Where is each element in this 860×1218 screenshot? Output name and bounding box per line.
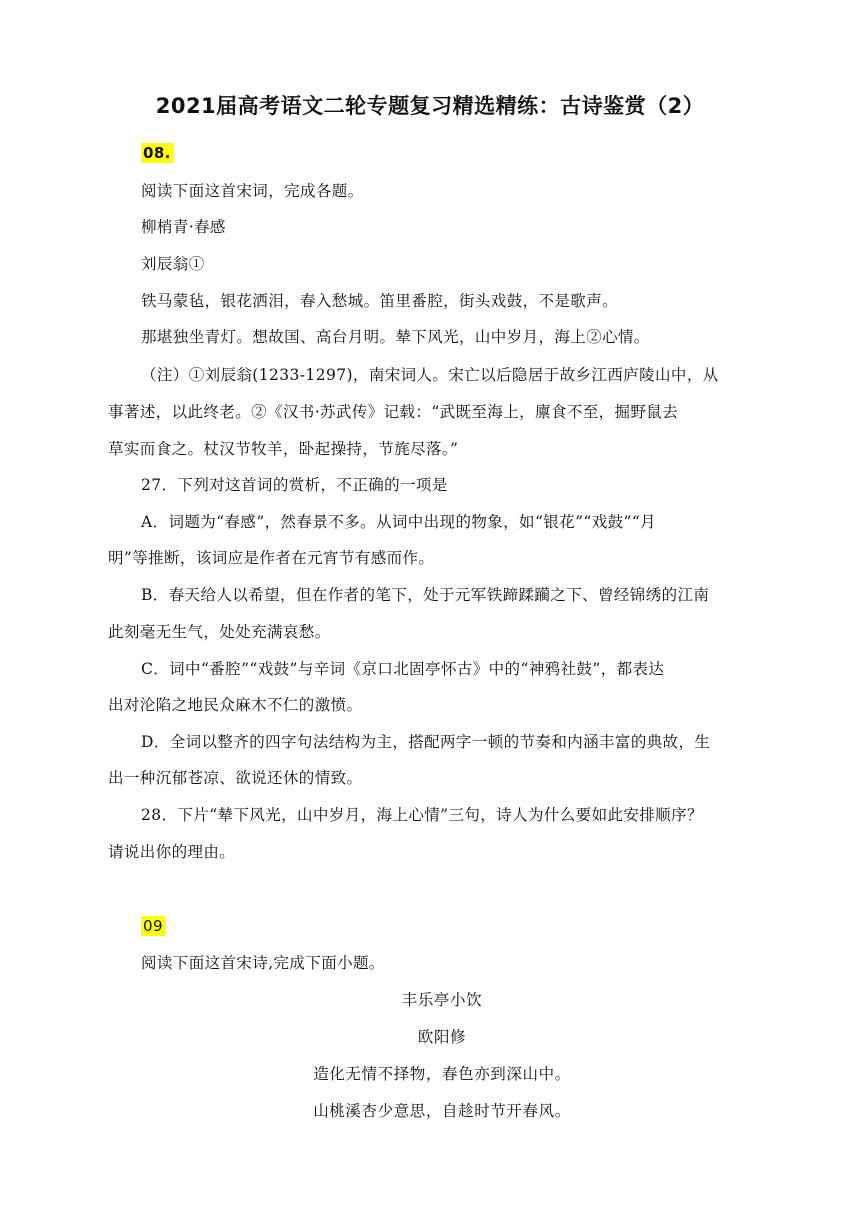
highlighted-number: 08. <box>143 144 171 162</box>
option-c-line-1: C．词中“番腔”“戏鼓”与辛词《京口北固亭怀古》中的“神鸦社鼓”，都表达 <box>141 660 665 678</box>
option-b-line-1: B．春天给人以希望，但在作者的笔下，处于元军铁蹄蹂躏之下、曾经锦绣的江南 <box>141 586 710 604</box>
poem-verse-1: 铁马蒙毡，银花洒泪，春入愁城。笛里番腔，街头戏鼓，不是歌声。 <box>141 292 619 310</box>
poem-line-2: 山桃溪杏少意思，自趁时节开春风。 <box>313 1102 571 1120</box>
poem-verse-2: 那堪独坐青灯。想故国、高台月明。辇下风光，山中岁月，海上②心情。 <box>141 328 650 346</box>
poem-title: 柳梢青·春感 <box>141 218 226 236</box>
poem-author: 刘辰翁① <box>141 255 205 273</box>
document-title: 2021届高考语文二轮专题复习精选精练：古诗鉴赏（2） <box>155 94 705 118</box>
option-d-line-2: 出一种沉郁苍凉、欲说还休的情致。 <box>108 769 363 787</box>
question-28-line-1: 28．下片“辇下风光，山中岁月，海上心情”三句，诗人为什么要如此安排顺序？ <box>141 806 703 824</box>
question-number-08 <box>141 143 173 163</box>
annotation-line-1: （注）①刘辰翁(1233-1297)，南宋词人。宋亡以后隐居于故乡江西庐陵山中，从 <box>141 366 719 384</box>
option-a-line-2: 明”等推断，该词应是作者在元宵节有感而作。 <box>108 549 435 567</box>
question-27: 27．下列对这首词的赏析，不正确的一项是 <box>141 476 448 494</box>
poem-author-2: 欧阳修 <box>417 1028 467 1046</box>
question-number-09 <box>141 916 165 936</box>
annotation-line-3: 草实而食之。杖汉节牧羊，卧起操持，节旄尽落。” <box>108 440 459 458</box>
option-a-line-1: A．词题为“春感”，然春景不多。从词中出现的物象，如“银花”“戏鼓”“月 <box>141 513 657 531</box>
poem-line-1: 造化无情不择物，春色亦到深山中。 <box>313 1065 571 1083</box>
annotation-line-2: 事著述，以此终老。②《汉书·苏武传》记载：“武既至海上，廪食不至，掘野鼠去 <box>108 403 679 421</box>
poem-title-2: 丰乐亭小饮 <box>401 991 483 1009</box>
reading-instruction-2: 阅读下面这首宋诗,完成下面小题。 <box>141 954 385 972</box>
option-c-line-2: 出对沦陷之地民众麻木不仁的激愤。 <box>108 696 363 714</box>
option-d-line-1: D．全词以整齐的四字句法结构为主，搭配两字一顿的节奏和内涵丰富的典故，生 <box>141 733 711 751</box>
question-28-line-2: 请说出你的理由。 <box>108 843 236 861</box>
option-b-line-2: 此刻毫无生气，处处充满哀愁。 <box>108 623 331 641</box>
highlighted-number: 09 <box>143 917 163 935</box>
reading-instruction: 阅读下面这首宋词，完成各题。 <box>141 182 364 200</box>
